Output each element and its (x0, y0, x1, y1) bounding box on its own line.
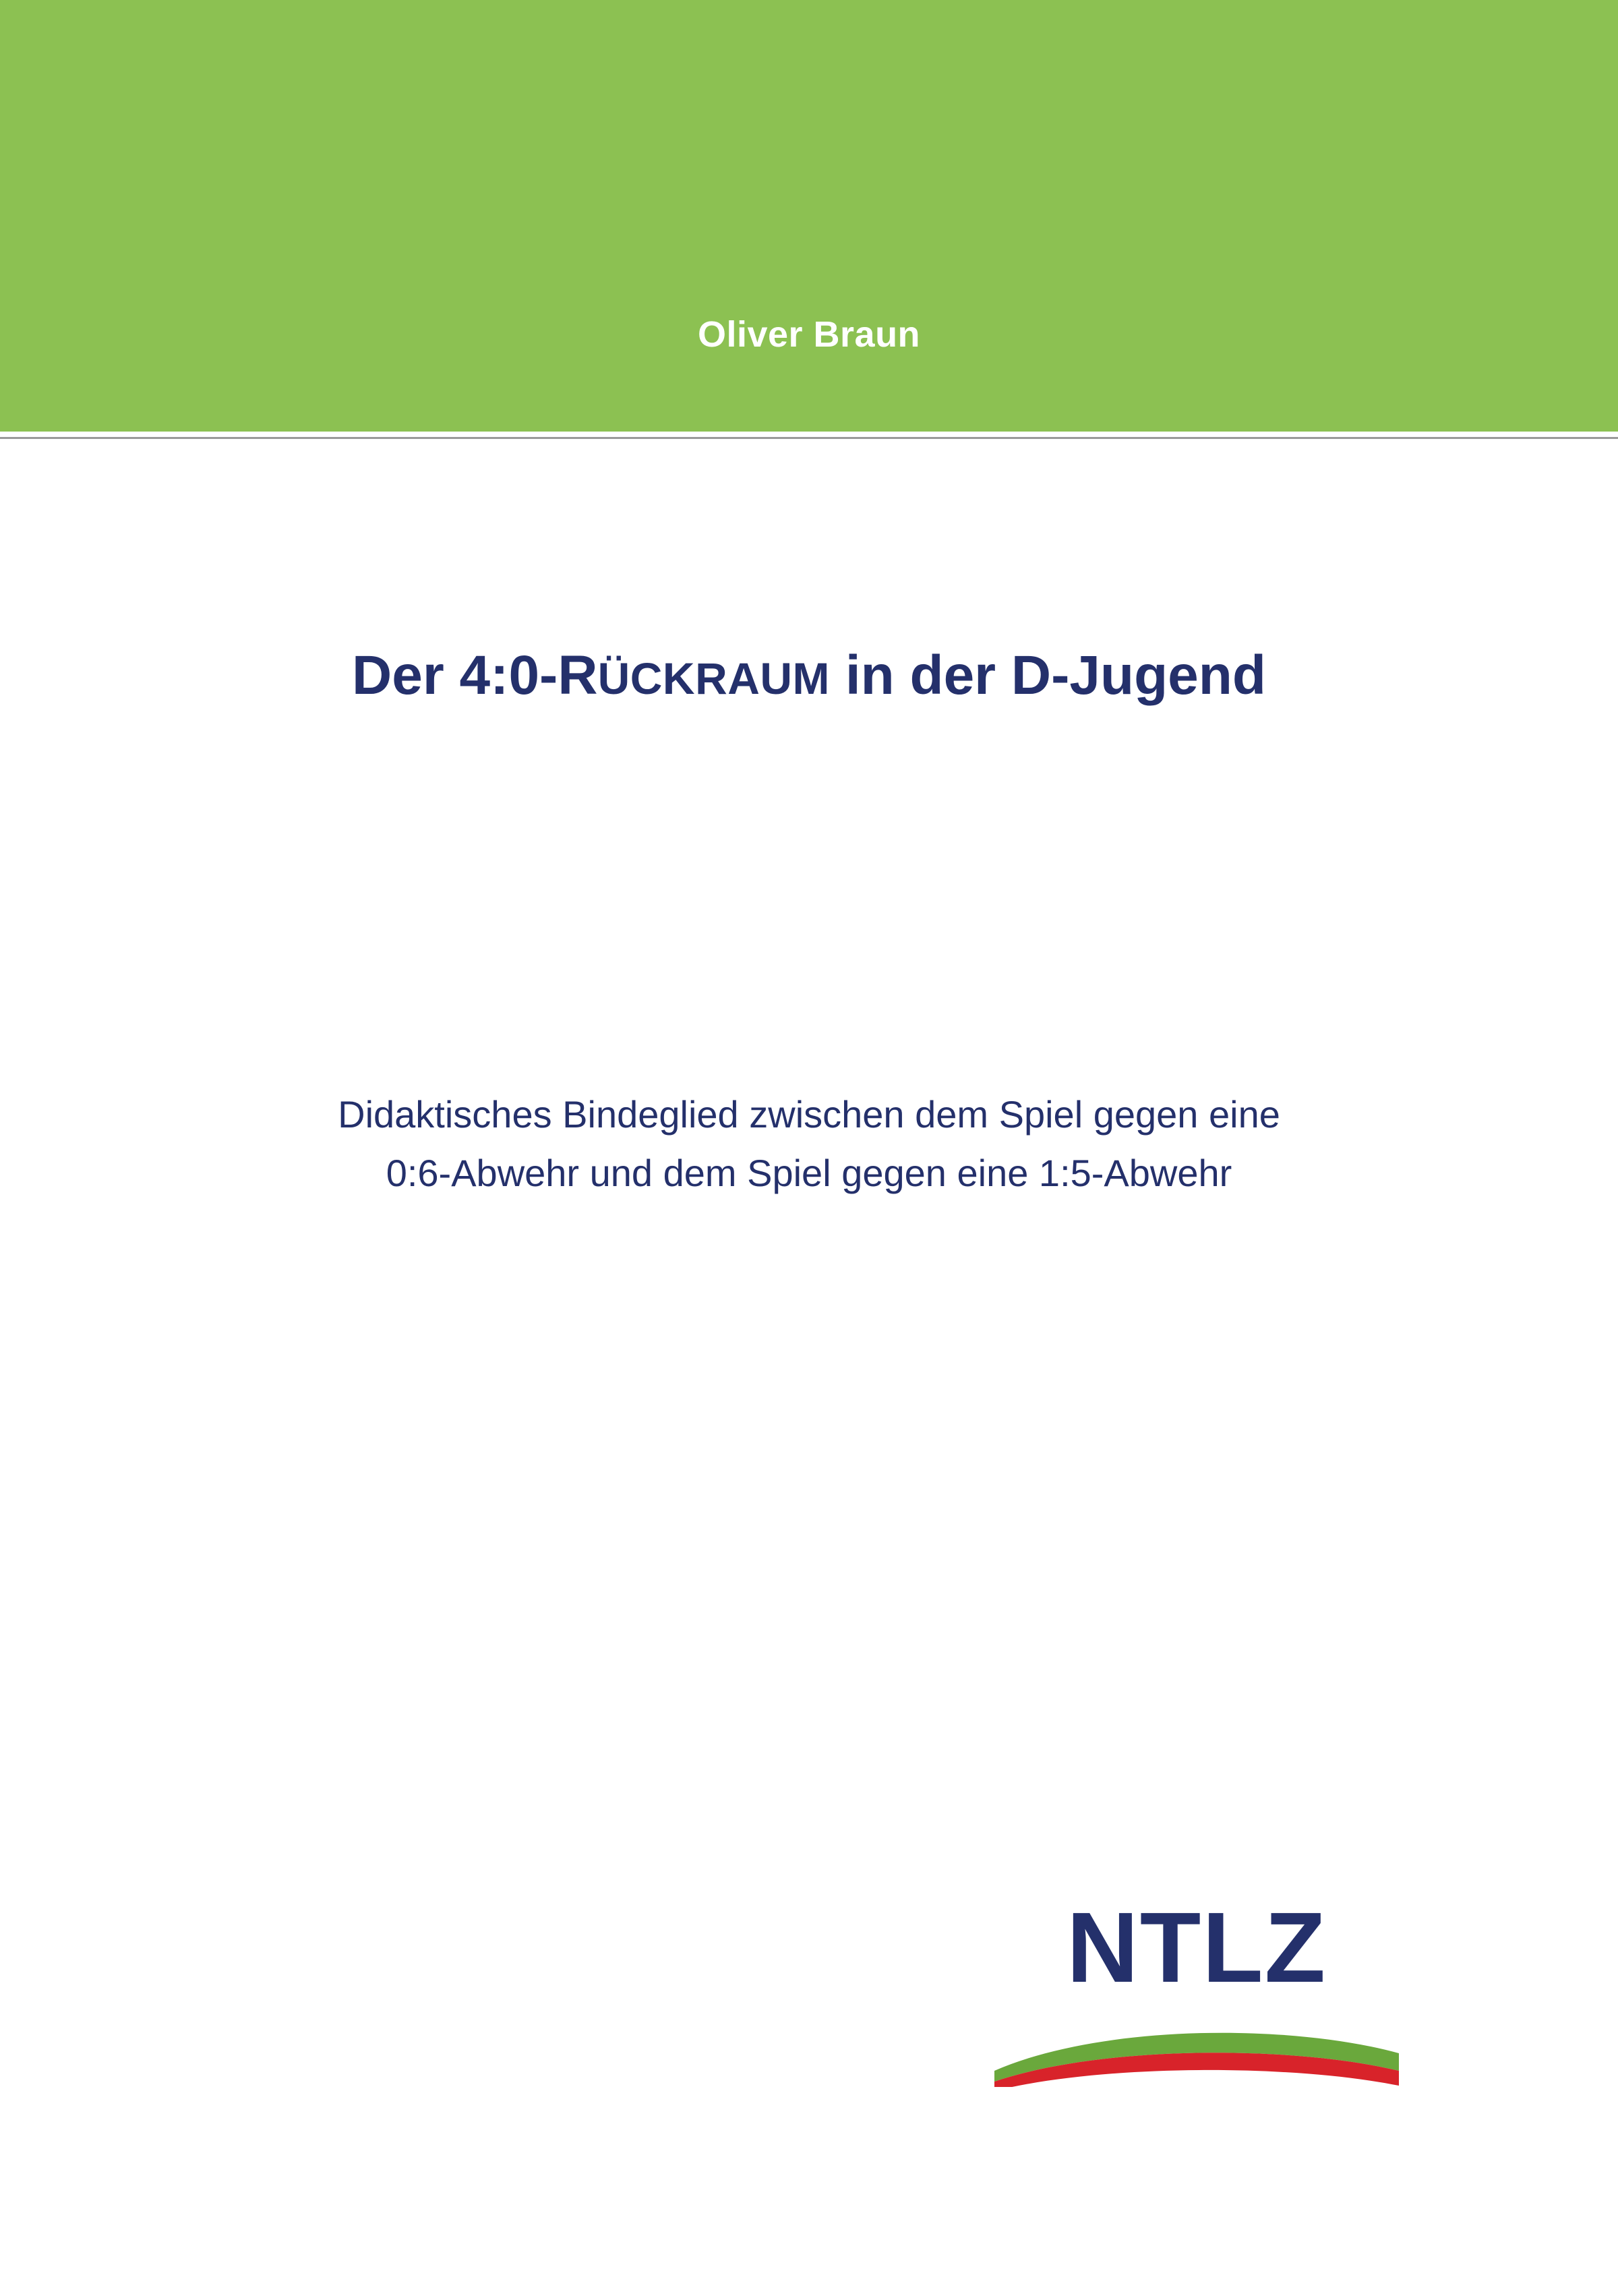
header-green-band (0, 0, 1618, 432)
header-divider-rule (0, 437, 1618, 439)
ntlz-logo (988, 1892, 1406, 2087)
title-suffix: in der D-Jugend (830, 645, 1266, 706)
logo-swoosh-icon (988, 2006, 1406, 2087)
title-prefix: Der 4:0-R (352, 645, 598, 706)
subtitle-line-2: 0:6-Abwehr und dem Spiel gegen eine 1:5-Abwehr (386, 1151, 1232, 1194)
title-smallcaps: ÜCKRAUM (597, 653, 831, 703)
page-title (108, 644, 1510, 707)
subtitle-line-1: Didaktisches Bindeglied zwischen dem Spiel gegen eine (338, 1093, 1280, 1136)
ntlz-logo-wordmark: NTLZ (1066, 1892, 1327, 2003)
author-name: Oliver Braun (697, 314, 921, 355)
page-subtitle (169, 1086, 1449, 1203)
